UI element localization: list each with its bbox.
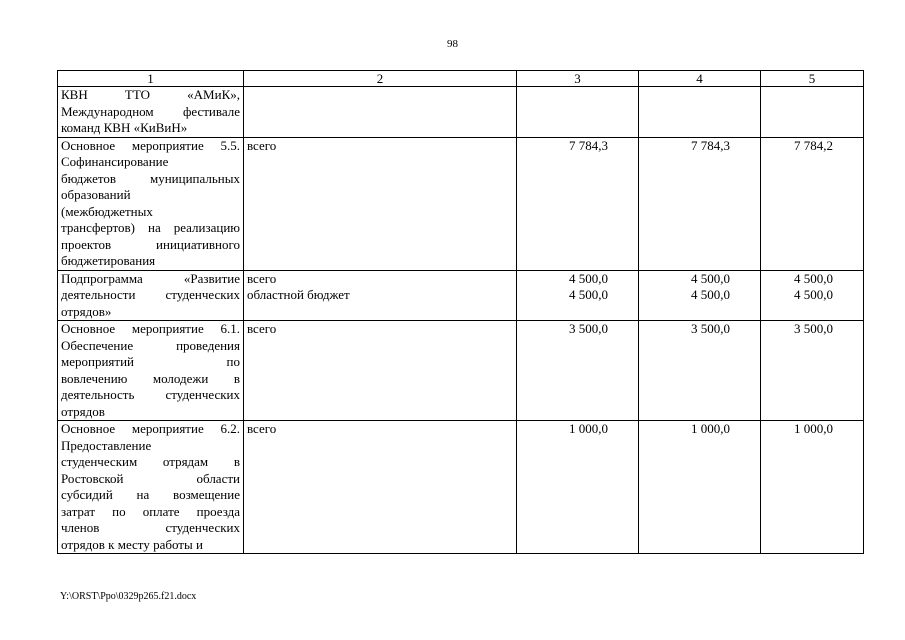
- row-description: [58, 270, 244, 321]
- description-line: Предоставление: [61, 437, 152, 453]
- value-col4-line: 4 500,0: [691, 270, 730, 286]
- value-col5-line: [764, 438, 833, 455]
- table-row: [58, 137, 864, 270]
- funding-source: [244, 421, 517, 554]
- funding-source: [244, 270, 517, 321]
- description-line: отрядов: [61, 403, 105, 419]
- description-line: субсидий на возмещение: [61, 487, 240, 502]
- funding-source: [244, 87, 517, 138]
- value-col5-line: 7 784,2: [794, 137, 833, 153]
- funding-source-line: [247, 87, 513, 104]
- page-number: 98: [447, 38, 458, 50]
- funding-source: [244, 137, 517, 270]
- description-line: затрат по оплате проезда: [61, 503, 240, 519]
- table-row: [58, 270, 864, 321]
- value-col4: [639, 87, 761, 138]
- description-line: студенческим отрядам в: [61, 454, 240, 469]
- column-header: 1: [58, 71, 244, 87]
- value-col5-line: 3 500,0: [794, 321, 833, 336]
- value-col5: [761, 137, 864, 270]
- value-col4-line: [642, 154, 730, 171]
- description-line: деятельность студенческих: [61, 387, 240, 402]
- value-col3: [517, 321, 639, 421]
- value-col4-line: 3 500,0: [691, 321, 730, 336]
- description-line: Подпрограмма «Развитие: [61, 270, 240, 286]
- value-col3-line: [520, 154, 608, 171]
- funding-source-line: всего: [247, 137, 277, 153]
- funding-source-line: [247, 104, 513, 121]
- description-line: Основное мероприятие 6.1.: [61, 321, 240, 336]
- description-line: отрядов к месту работы и: [61, 536, 203, 552]
- value-col4: [639, 421, 761, 554]
- funding-source-line: [247, 438, 513, 455]
- description-line: Ростовской области: [61, 470, 240, 486]
- row-description: [58, 137, 244, 270]
- description-line: (межбюджетных: [61, 203, 153, 219]
- description-line: команд КВН «КиВиН»: [61, 120, 188, 135]
- description-line: бюджетов муниципальных: [61, 170, 240, 186]
- description-line: КВН ТТО «АМиК»,: [61, 87, 240, 102]
- description-line: проектов инициативного: [61, 236, 240, 252]
- funding-source-line: [247, 338, 513, 355]
- value-col5-line: [764, 87, 833, 104]
- value-col4-line: [642, 438, 730, 455]
- description-line: деятельности студенческих: [61, 287, 240, 302]
- description-line: Международном фестивале: [61, 103, 240, 119]
- value-col5-line: 1 000,0: [794, 421, 833, 436]
- value-col5: [761, 321, 864, 421]
- value-col4: [639, 270, 761, 321]
- description-line: вовлечению молодежи в: [61, 370, 240, 386]
- table-row: [58, 87, 864, 138]
- column-header: 3: [517, 71, 639, 87]
- description-line: отрядов»: [61, 303, 112, 319]
- row-description: [58, 87, 244, 138]
- value-col5-line: 4 500,0: [794, 287, 833, 302]
- value-col3-line: 1 000,0: [569, 421, 608, 436]
- value-col3-line: [520, 438, 608, 455]
- program-table: [57, 70, 864, 554]
- value-col4-line: [642, 104, 730, 121]
- column-header: 4: [639, 71, 761, 87]
- value-col4-line: [642, 87, 730, 104]
- description-line: трансфертов) на реализацию: [61, 220, 240, 235]
- value-col5-line: [764, 338, 833, 355]
- value-col4-line: 4 500,0: [691, 287, 730, 302]
- column-header: 5: [761, 71, 864, 87]
- value-col3-line: 4 500,0: [569, 270, 608, 286]
- value-col3: [517, 270, 639, 321]
- value-col4: [639, 137, 761, 270]
- value-col4-line: 7 784,3: [691, 137, 730, 153]
- value-col5-line: [764, 104, 833, 121]
- value-col5: [761, 87, 864, 138]
- funding-source-line: всего: [247, 270, 277, 286]
- value-col3-line: [520, 104, 608, 121]
- funding-source-line: [247, 154, 513, 171]
- description-line: членов студенческих: [61, 520, 240, 535]
- funding-source-line: всего: [247, 421, 277, 436]
- value-col5: [761, 270, 864, 321]
- value-col5: [761, 421, 864, 554]
- value-col3: [517, 421, 639, 554]
- table-row: [58, 321, 864, 421]
- value-col3: [517, 137, 639, 270]
- value-col4: [639, 321, 761, 421]
- value-col3: [517, 87, 639, 138]
- value-col3-line: 3 500,0: [569, 321, 608, 336]
- description-line: Обеспечение проведения: [61, 337, 240, 353]
- funding-source: [244, 321, 517, 421]
- value-col4-line: [642, 338, 730, 355]
- value-col5-line: [764, 154, 833, 171]
- description-line: бюджетирования: [61, 253, 156, 268]
- value-col3-line: 7 784,3: [569, 137, 608, 153]
- description-line: мероприятий по: [61, 354, 240, 369]
- row-description: [58, 321, 244, 421]
- funding-source-line: всего: [247, 321, 277, 336]
- funding-source-line: областной бюджет: [247, 287, 350, 302]
- column-header: 2: [244, 71, 517, 87]
- description-line: Основное мероприятие 6.2.: [61, 421, 240, 436]
- description-line: Софинансирование: [61, 154, 169, 169]
- description-line: Основное мероприятие 5.5.: [61, 137, 240, 153]
- value-col4-line: 1 000,0: [691, 421, 730, 436]
- description-line: образований: [61, 187, 131, 202]
- value-col3-line: 4 500,0: [569, 287, 608, 302]
- footer-file-path: Y:\ORST\Ppo\0329p265.f21.docx: [60, 591, 197, 602]
- table-row: [58, 421, 864, 554]
- value-col3-line: [520, 87, 608, 104]
- value-col3-line: [520, 338, 608, 355]
- value-col5-line: 4 500,0: [794, 270, 833, 286]
- row-description: [58, 421, 244, 554]
- table-header-row: [58, 71, 864, 87]
